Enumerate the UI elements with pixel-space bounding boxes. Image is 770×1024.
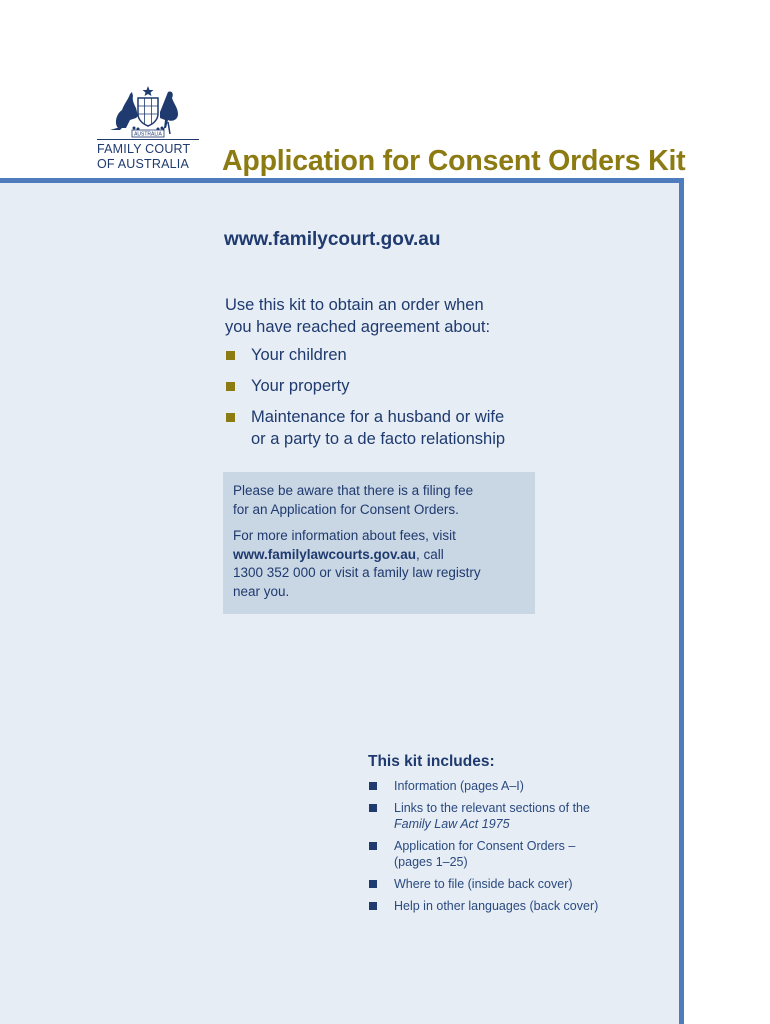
court-name-rule	[97, 139, 199, 140]
notice-info-line3: 1300 352 000 or visit a family law registry	[233, 565, 481, 580]
square-bullet-icon	[369, 782, 377, 790]
square-bullet-icon	[369, 842, 377, 850]
notice-line2: for an Application for Consent Orders.	[233, 501, 459, 517]
list-item	[368, 876, 648, 892]
list-item-text: Your children	[251, 346, 347, 364]
notice-info-after-link: , call	[416, 546, 444, 562]
court-name	[97, 142, 207, 172]
kit-item-text: Where to file (inside back cover)	[394, 877, 573, 891]
fees-website-link[interactable]: www.familylawcourts.gov.au	[233, 546, 417, 562]
list-item	[225, 375, 565, 397]
court-name-line1: FAMILY COURT	[97, 142, 191, 156]
list-item-text-cont: or a party to a de facto relationship	[251, 430, 506, 448]
filing-fee-notice	[223, 472, 535, 614]
square-bullet-icon	[369, 902, 377, 910]
notice-line1: Please be aware that there is a filing fee	[233, 483, 474, 498]
website-link[interactable]: www.familycourt.gov.au	[224, 229, 441, 250]
kit-item-text: Application for Consent Orders –	[394, 839, 576, 853]
square-bullet-icon	[369, 880, 377, 888]
intro-line2: you have reached agreement about:	[225, 318, 491, 336]
kit-item-text: Help in other languages (back cover)	[394, 899, 599, 913]
notice-paragraph	[233, 482, 527, 519]
logo-banner-text: AUSTRALIA	[134, 131, 162, 138]
notice-info-line4: near you.	[233, 583, 290, 599]
list-item	[225, 344, 565, 366]
kit-item-text: Links to the relevant sections of the	[394, 801, 590, 815]
court-name-line2: OF AUSTRALIA	[97, 157, 190, 171]
list-item-text: Maintenance for a husband or wife	[251, 408, 505, 426]
kit-item-text: Information (pages A–I)	[394, 779, 524, 793]
kit-includes-heading: This kit includes:	[368, 753, 495, 770]
intro-line1: Use this kit to obtain an order when	[225, 296, 484, 314]
square-bullet-icon	[369, 804, 377, 812]
notice-info-prefix: For more information about fees, visit	[233, 528, 456, 543]
list-item-text: Your property	[251, 377, 350, 395]
agreement-list	[225, 344, 565, 459]
list-item	[368, 898, 648, 914]
square-bullet-icon	[226, 382, 235, 391]
page-title: Application for Consent Orders Kit	[222, 145, 686, 177]
square-bullet-icon	[226, 413, 235, 422]
list-item	[368, 800, 648, 832]
list-item	[225, 406, 565, 450]
coat-of-arms-logo	[108, 84, 188, 138]
coat-of-arms-icon	[108, 84, 188, 138]
kit-includes-list	[368, 778, 648, 920]
kit-item-subtext: Family Law Act 1975	[394, 817, 510, 831]
intro-text	[225, 294, 555, 338]
list-item	[368, 778, 648, 794]
notice-info-paragraph	[233, 527, 527, 601]
square-bullet-icon	[226, 351, 235, 360]
list-item	[368, 838, 648, 870]
kit-item-subtext: (pages 1–25)	[394, 855, 468, 869]
